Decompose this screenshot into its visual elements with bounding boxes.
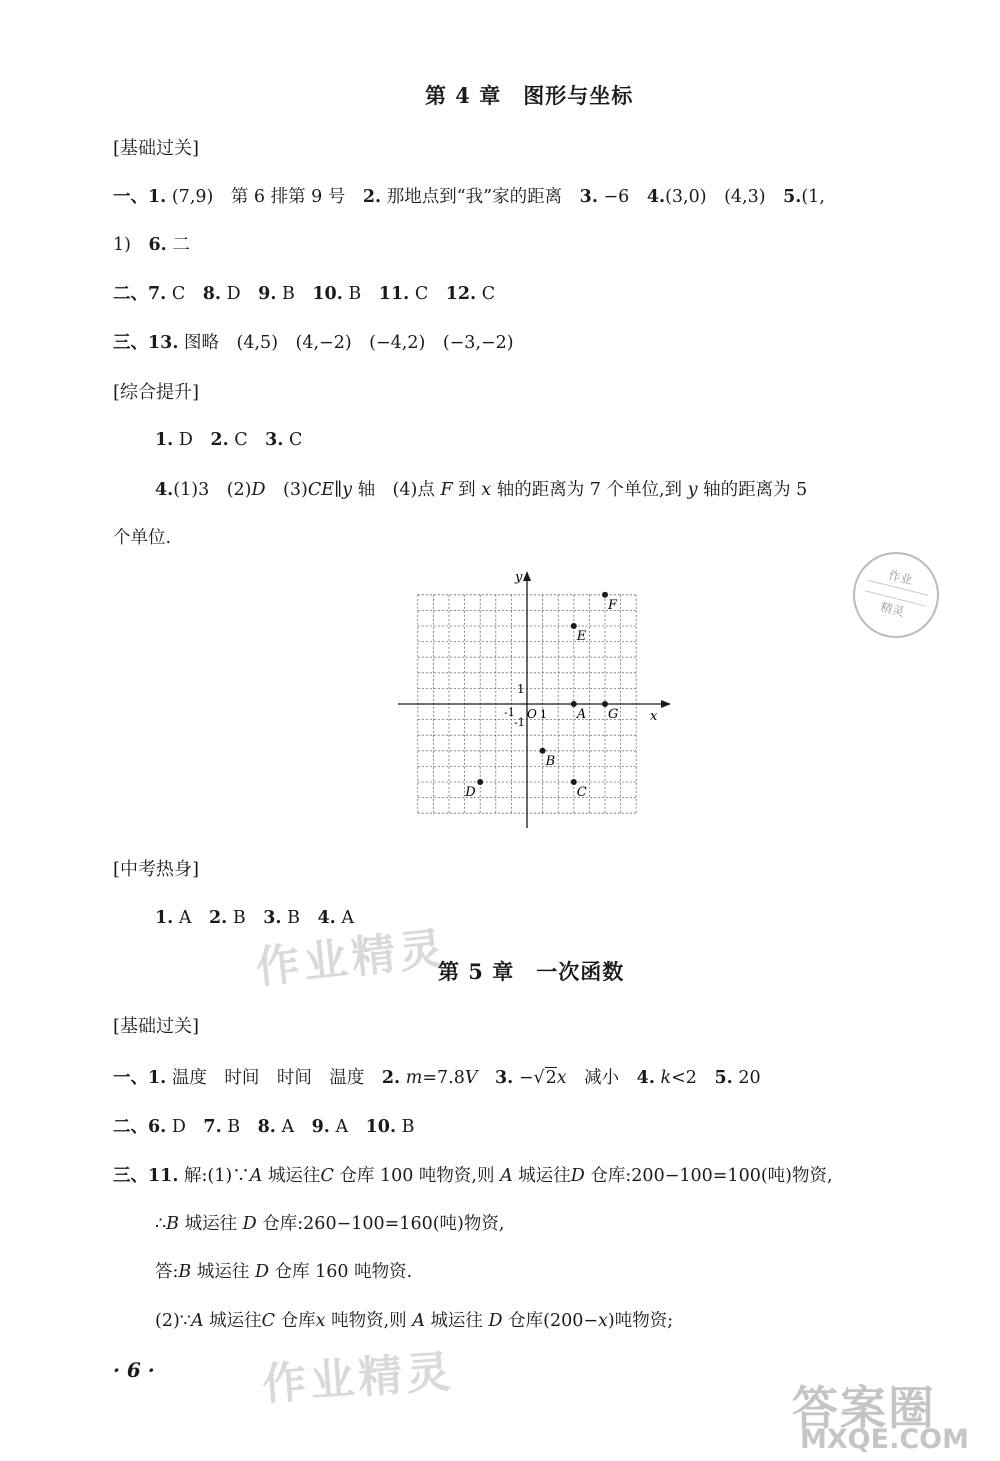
answer-line: 4.(1)3 (2)D (3)CE∥y 轴 (4)点 F 到 x 轴的距离为 7 个单位,到 y 轴的距离为 5 (155, 480, 808, 500)
section-label-basic: [基础过关] (113, 138, 200, 159)
stamp-logo: 作业 精灵 (844, 543, 948, 647)
tick-label-x-1: 1 (540, 708, 547, 721)
watermark: 作业精灵 (260, 1346, 456, 1411)
point-label-E: E (576, 629, 587, 644)
point-label-B: B (545, 753, 556, 769)
section-label-comprehensive: [综合提升] (113, 382, 200, 403)
tick-label-x-neg1: -1 (504, 706, 515, 719)
answer-line: 1) 6. 二 (113, 235, 190, 255)
solution-line: ∴B 城运往 D 仓库:260−100=160(吨)物资, (155, 1214, 505, 1234)
solution-line: 三、11. 解:(1)∵A 城运往C 仓库 100 吨物资,则 A 城运往D 仓库:200−100=100(吨)物资, (113, 1166, 833, 1186)
point-label-D: D (465, 785, 476, 800)
answer-line: 二、6. D 7. B 8. A 9. A 10. B (113, 1117, 415, 1137)
chapter-5-title: 第 5 章 一次函数 (438, 959, 625, 984)
answer-line: 三、13. 图略 (4,5) (4,−2) (−4,2) (−3,−2) (113, 333, 514, 353)
x-axis-arrow (661, 700, 671, 708)
y-axis-label: y (515, 570, 523, 585)
origin-label: O (527, 707, 537, 721)
solution-line: 答:B 城运往 D 仓库 160 吨物资. (155, 1262, 413, 1282)
coordinate-grid-figure (395, 565, 675, 835)
watermark: 作业精灵 (253, 923, 450, 994)
answer-line: 个单位. (113, 528, 172, 548)
point-label-G: G (608, 707, 619, 722)
section-label-exam: [中考热身] (113, 859, 200, 880)
answer-line: 1. D 2. C 3. C (155, 430, 303, 450)
points-layer (464, 592, 618, 800)
watermark-url: MXQE.COM (800, 1424, 969, 1455)
tick-label-y-1: 1 (517, 682, 525, 696)
answer-line: 1. A 2. B 3. B 4. A (155, 908, 354, 928)
tick-label-y-neg1: -1 (514, 716, 525, 729)
point-label-F: F (608, 597, 618, 613)
answer-line: 一、1. 温度 时间 时间 温度 2. m=7.8V 3. −√2x 减小 4. k<2 5. 20 (113, 1068, 761, 1088)
chapter-4-title: 第 4 章 图形与坐标 (425, 83, 634, 108)
section-label-basic: [基础过关] (113, 1016, 200, 1037)
page-number: · 6 · (113, 1358, 155, 1382)
y-axis-arrow (523, 571, 531, 581)
point-D (477, 779, 483, 785)
answer-line: 一、1. (7,9) 第 6 排第 9 号 2. 那地点到“我”家的距离 3. −6 4.(3,0) (4,3) 5.(1, (113, 187, 825, 207)
solution-line: (2)∵A 城运往C 仓库x 吨物资,则 A 城运往 D 仓库(200−x)吨物资; (155, 1311, 674, 1331)
point-label-C: C (576, 785, 587, 800)
point-label-A: A (576, 707, 587, 722)
answer-line: 二、7. C 8. D 9. B 10. B 11. C 12. C (113, 284, 496, 304)
watermark-logo: 答案圈 (792, 1381, 936, 1435)
x-axis-label: x (650, 709, 658, 724)
